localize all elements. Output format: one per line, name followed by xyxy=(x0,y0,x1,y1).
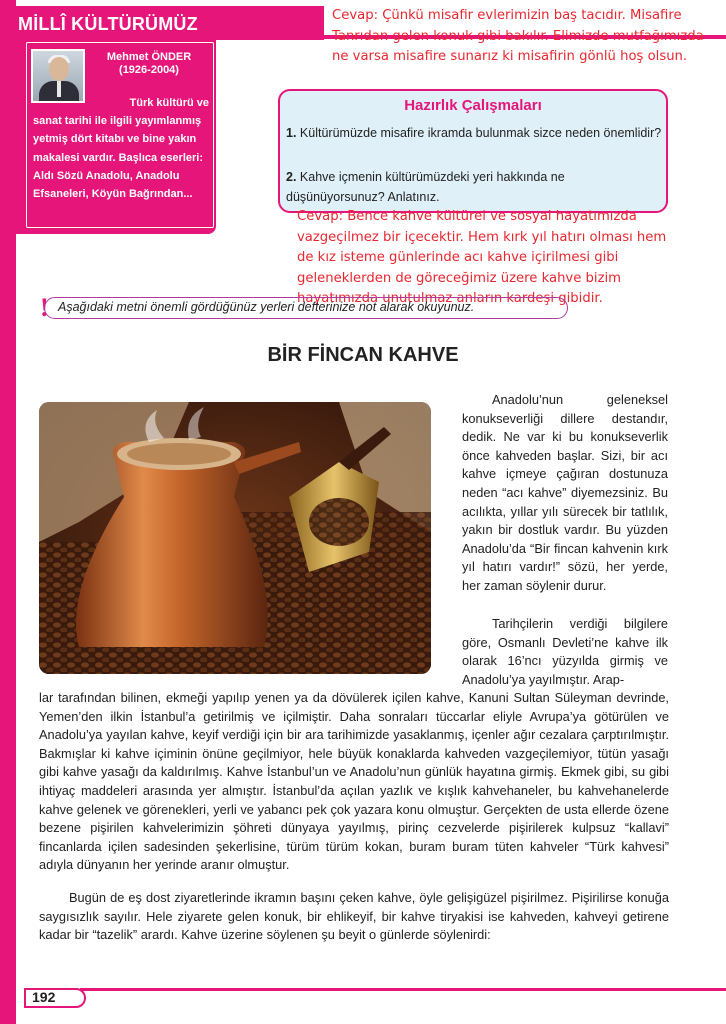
article-paragraph-1: Anadolu’nun geleneksel konukseverliği dillere destandır, dedik. Ne var ki bu konukseverlik önce kahveden başlar. Sizi, bir acı kahve içmeye çağıran dostunuza neden “acı kahve” diyemezsiniz. Bu acılıkta, yıllar yılı sürecek bir tatlılık, yakın bir dostluk vardır. Bu yüzden Anadolu’da “Bir fincan kahvenin kırk yıl hatırı vardır!” sözü, her yerde, her zaman söylenir durur. xyxy=(462,392,668,593)
author-years: (1926-2004) xyxy=(119,64,179,76)
prep-question-1-number: 1. xyxy=(286,126,297,140)
article-title: BİR FİNCAN KAHVE xyxy=(267,344,459,366)
coffee-image xyxy=(39,402,431,674)
bottom-accent-line xyxy=(80,988,726,991)
author-name-block xyxy=(89,51,209,77)
page-number: 192 xyxy=(32,989,56,1005)
author-bio xyxy=(33,94,209,203)
article-paragraph-2-rest: lar tarafından bilinen, ekmeği yapılıp yenen ya da dövülerek içilen kahve, Kanuni Sultan Süleyman devrinde, Yemen’den ilkin İstanbul’a getirilmiş ve içilmiştir. Daha sonraları tüccarlar eliyle Avrupa’ya götürülen ve Anadolu’ya yayılan kahve, keyif verdiği için bir ara tarihimizde yasaklanmış, içenler ağır cezalara çarptırılmıştır. Bakmışlar ki kahve içiminin önüne geçilmiyor, hele büyük konaklarda kahveden vazgeçilemiyor, tütün yasağı gibi kahve yasağı da kaldırılmış. Kahve İstanbul’un ve Anadolu’nun günlük hayatına girmiş. Ekmek gibi, su gibi ihtiyaç maddeleri arasında yer almıştır. İstanbul’da açılan yazlık ve kışlık kahvehaneler, bu kahvehanelerde kahve gelenek ve görenekleri, yerli ve yabancı pek çok yazara konu olmuştur. Gerçekten de usta ellerde özene bezene pişirilen kahvelerimizin şöhreti dünyaya yayılmış, pirinç cezvelerde pişirilerek kulpsuz “kallavi” fincanlarda içilen sadesinden şekerlisine, türüm türüm kokan, buram buram tüten kahveler “Türk kahvesi” adıyla dünyanın her yerinde aranır olmuştur. xyxy=(39,690,669,873)
handwritten-answer-2: Cevap: Bence kahve kültürel ve sosyal hayatımızda vazgeçilmez bir içecektir. Hem kırk yıl hatırı olması hem de kız isteme günlerinde acı kahve içirilmesi gibi geleneklerden de göreceğimiz üzere kahve bizim hayatımızda unutulmaz anların kardeşi gibidir. xyxy=(297,209,667,306)
author-box xyxy=(16,38,216,234)
article-paragraph-3: Bugün de eş dost ziyaretlerinde ikramın başını çeken kahve, öyle gelişigüzel pişirilmez. Pişirilirse konuğa saygısızlık sayılır. Hele ziyarete gelen konuk, bir ehlikeyif, bir kahve tiryakisi ise kahveden, kahveyi getirene kadar bir “tazelik” arardı. Kahve üzerine söylenen şu beyit o günlerde söylenirdi: xyxy=(39,890,669,943)
coffee-illustration xyxy=(39,402,431,674)
left-accent-bar xyxy=(0,0,16,1024)
prep-question-2 xyxy=(286,167,662,207)
prep-title: Hazırlık Çalışmaları xyxy=(404,97,542,114)
section-title: MİLLÎ KÜLTÜRÜMÜZ xyxy=(18,14,198,34)
notice-text: Aşağıdaki metni önemli gördüğünüz yerleri defterinize not alarak okuyunuz. xyxy=(58,300,475,314)
article-paragraph-2-start: Tarihçilerin verdiği bilgilere göre, Osmanlı Devleti’ne kahve ilk olarak 16’ncı yüzyılda girmiş ve Anadolu’ya yayılmıştır. Arap- xyxy=(462,616,668,687)
prep-box xyxy=(278,89,668,213)
exclamation-icon: ! xyxy=(40,293,49,322)
author-card xyxy=(26,42,214,228)
author-name: Mehmet ÖNDER xyxy=(106,51,192,63)
handwritten-answer-1: Cevap: Çünkü misafir evlerimizin baş tacıdır. Misafire Tanrıdan gelen konuk gibi bakılır. Elimizde mutfağımızda ne varsa misafire sunarız ki misafirin gönlü hoş olsun. xyxy=(332,8,704,64)
author-bio-first: Türk kültürü ve xyxy=(129,97,209,109)
prep-question-1 xyxy=(286,123,662,143)
prep-question-1-text: Kültürümüzde misafire ikramda bulunmak sizce neden önemlidir? xyxy=(299,126,662,140)
prep-question-2-text: Kahve içmenin kültürümüzdeki yeri hakkında ne düşünüyorsunuz? Anlatınız. xyxy=(286,170,565,204)
prep-question-2-number: 2. xyxy=(286,170,297,184)
author-bio-rest: sanat tarihi ile ilgili yayımlanmış yetmiş dört kitabı ve bine yakın makalesi vardır. Başlıca eserleri: Aldı Sözü Anadolu, Anadolu Efsaneleri, Köyün Bağrından... xyxy=(33,115,204,201)
